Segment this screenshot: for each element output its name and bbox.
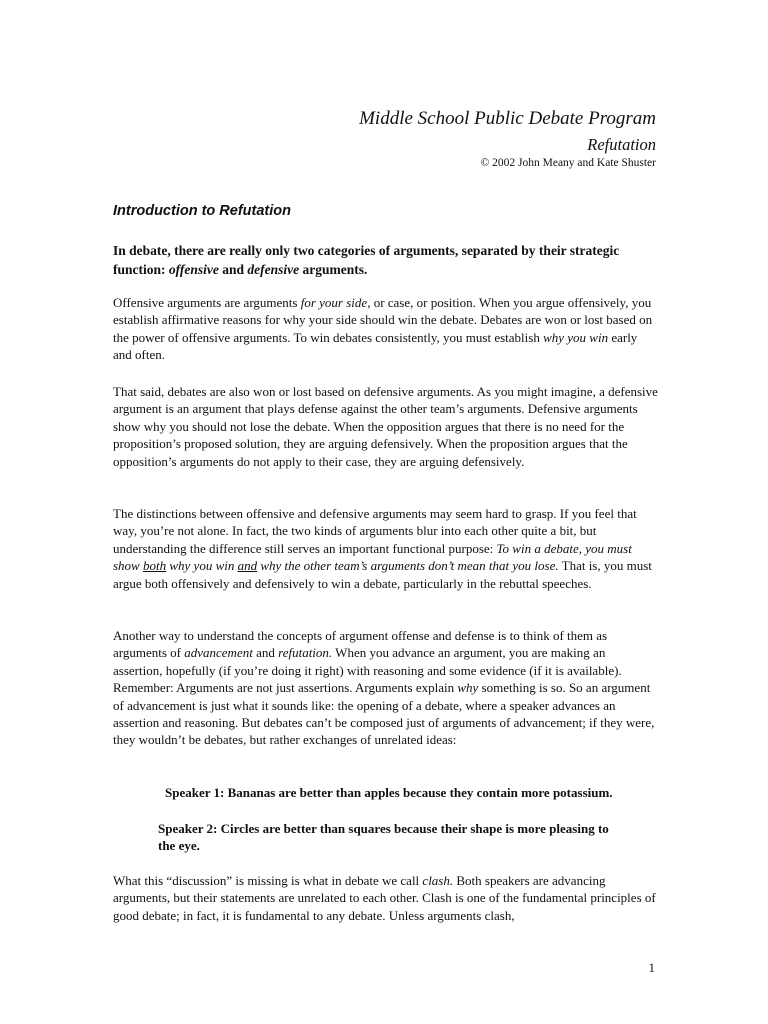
- p3-g: That is, you must argue both offensively and defensively to win a debate, particularly in the rebuttal speeches.: [113, 558, 652, 591]
- lead-paragraph: [113, 241, 658, 279]
- page-number: 1: [648, 960, 655, 975]
- p1-e: early and often.: [113, 329, 638, 363]
- lead-text-e: arguments.: [299, 262, 368, 277]
- p3-c: both: [142, 558, 167, 574]
- p1-c: , or case, or position. When you argue offensively, you establish affirmative reasons for why your side should win the debate. Debates are won or lost based on the power of offensive arguments. To win debates consistently, you must establish: [113, 295, 653, 345]
- paragraph-advancement: [113, 627, 658, 749]
- p1-a: Offensive arguments are arguments: [113, 295, 301, 310]
- section-heading: Introduction to Refutation: [113, 203, 291, 219]
- p1-b: for your side: [300, 295, 368, 310]
- document-subtitle: Refutation: [587, 135, 656, 154]
- p5-b: clash.: [422, 873, 454, 888]
- paragraph-distinctions: [113, 505, 658, 592]
- lead-offensive: offensive: [168, 262, 219, 277]
- p4-d: refutation.: [278, 645, 333, 661]
- p4-a: Another way to understand the concepts of argument offense and defense is to think of them as arguments of: [113, 628, 608, 661]
- p3-e: and: [237, 558, 258, 574]
- p3-f: why the other team’s arguments don’t mean that you lose.: [257, 558, 559, 574]
- p4-g: something is so. So an argument of advancement is just what it sounds like: the opening of a debate, where a speaker advances an assertion and reasoning. But debates can’t be composed just of arguments of advancement; if they were, they wouldn’t be debates, but rather exchanges of unrelated ideas:: [113, 680, 655, 748]
- quote-speaker-1: Speaker 1: Bananas are better than apples because they contain more potassium.: [165, 785, 613, 800]
- lead-text-c: and: [218, 262, 248, 277]
- p5-c: Both speakers are advancing arguments, but their statements are unrelated to each other. Clash is one of the fundamental principles of good debate; in fact, it is fundamental to any debate. Unless arguments clash,: [113, 873, 656, 923]
- p4-b: advancement: [184, 645, 253, 661]
- p4-f: why: [457, 680, 479, 696]
- p5-a: What this “discussion” is missing is what in debate we call: [113, 873, 423, 888]
- quote-speaker-2: Speaker 2: Circles are better than squares because their shape is more pleasing to the eye.: [158, 821, 609, 854]
- p4-c: and: [252, 645, 279, 661]
- paragraph-clash: [113, 872, 658, 924]
- p4-e: When you advance an argument, you are making an assertion, hopefully (if you’re doing it right) with reasoning and some evidence (if it is available). Remember: Arguments are not just assertions. Arguments explain: [113, 645, 622, 696]
- p3-b: To win a debate, you must show: [113, 540, 632, 574]
- document-title: Middle School Public Debate Program: [359, 108, 656, 129]
- p3-a: The distinctions between offensive and defensive arguments may seem hard to grasp. If you feel that way, you’re not alone. In fact, the two kinds of arguments blur into each other quite a bit, but understanding the difference still serves an important functional purpose:: [113, 506, 637, 556]
- p3-d: why you win: [166, 558, 238, 574]
- lead-text-a: In debate, there are really only two categories of arguments, separated by their strategic function:: [113, 243, 620, 277]
- copyright-line: © 2002 John Meany and Kate Shuster: [480, 157, 656, 169]
- lead-defensive: defensive: [247, 262, 300, 277]
- paragraph-offensive: [113, 294, 658, 364]
- p1-d: why you win: [543, 329, 609, 345]
- paragraph-defensive: That said, debates are also won or lost based on defensive arguments. As you might imagine, a defensive argument is an argument that plays defense against the other team’s arguments. Defensive arguments show why you should not lose the debate. When the opposition argues that there is no need for the proposition’s proposed solution, they are arguing defensively. When the proposition argues that the opposition’s arguments do not apply to their case, they are arguing defensively.: [113, 384, 658, 469]
